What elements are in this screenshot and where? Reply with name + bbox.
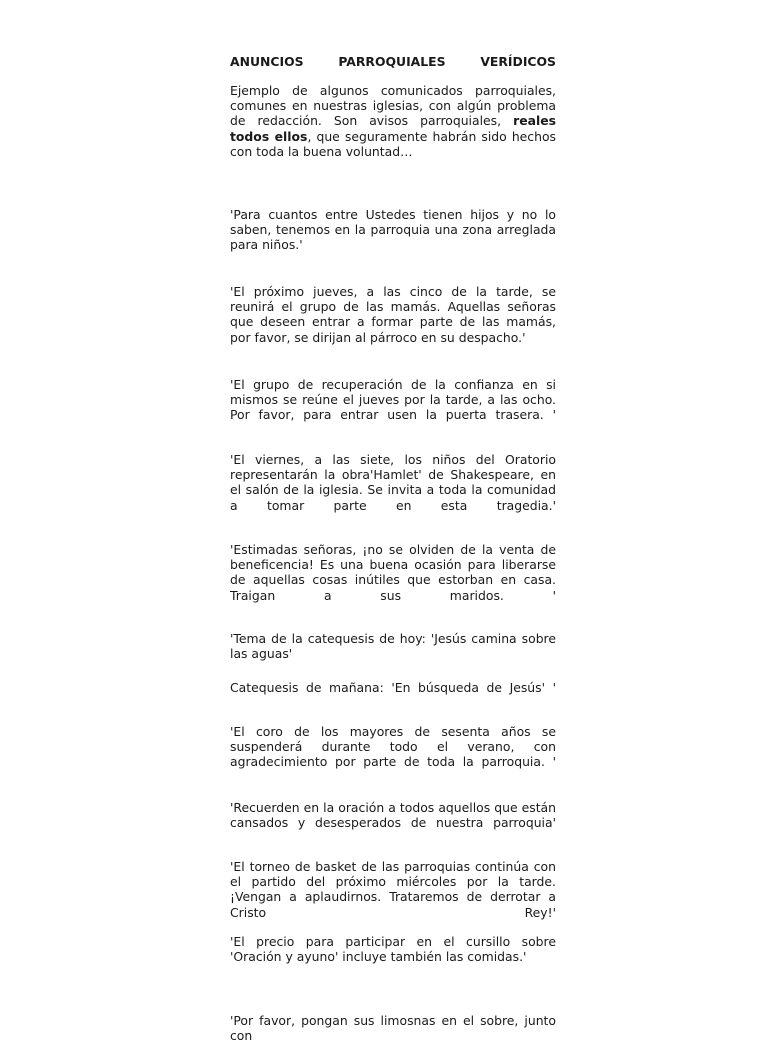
announcement-paragraph: 'Por favor, pongan sus limosnas en el sobre, junto con [230, 1013, 556, 1043]
announcement-paragraph: 'El grupo de recuperación de la confianza en si mismos se reúne el jueves por la tarde, a las ocho. Por favor, para entrar usen la puerta trasera. ' [230, 377, 556, 423]
title-word: VERÍDICOS [480, 54, 556, 69]
announcement-paragraph: 'Estimadas señoras, ¡no se olviden de la venta de beneficencia! Es una buena ocasión para liberarse de aquellas cosas inútiles que estorban en casa. Traigan a sus maridos. ' [230, 542, 556, 603]
document-page [230, 0, 556, 1043]
announcement-paragraph: 'El próximo jueves, a las cinco de la tarde, se reunirá el grupo de las mamás. Aquellas señoras que deseen entrar a formar parte de las mamás, por favor, se dirijan al párroco en su despacho.' [230, 284, 556, 345]
title-word: ANUNCIOS [230, 54, 304, 69]
title-word: PARROQUIALES [338, 54, 446, 69]
intro-text-start: Ejemplo de algunos comunicados parroquiales, comunes en nuestras iglesias, con algún problema de redacción. Son avisos parroquiales, [230, 83, 556, 129]
intro-paragraph [230, 83, 556, 159]
announcement-paragraph: Catequesis de mañana: 'En búsqueda de Jesús' ' [230, 680, 556, 695]
announcement-paragraph: 'Tema de la catequesis de hoy: 'Jesús camina sobre las aguas' [230, 631, 556, 662]
intro-text-bold: reales todos ellos [230, 113, 556, 144]
intro-text-end: , que seguramente habrán sido hechos con toda la buena voluntad… [230, 128, 556, 159]
announcement-paragraph: 'El precio para participar en el cursillo sobre 'Oración y ayuno' incluye también las comidas.' [230, 934, 556, 965]
document-title [230, 54, 556, 69]
announcement-paragraph: 'El coro de los mayores de sesenta años se suspenderá durante todo el verano, con agradecimiento por parte de toda la parroquia. ' [230, 724, 556, 770]
announcement-paragraph: 'Para cuantos entre Ustedes tienen hijos y no lo saben, tenemos en la parroquia una zona arreglada para niños.' [230, 207, 556, 253]
announcement-paragraph: 'El viernes, a las siete, los niños del Oratorio representarán la obra'Hamlet' de Shakespeare, en el salón de la iglesia. Se invita a toda la comunidad a tomar parte en esta tragedia.' [230, 452, 556, 513]
announcement-paragraph: 'Recuerden en la oración a todos aquellos que están cansados y desesperados de nuestra parroquia' [230, 800, 556, 831]
announcement-paragraph: 'El torneo de basket de las parroquias continúa con el partido del próximo miércoles por la tarde. ¡Vengan a aplaudirnos. Trataremos de derrotar a Cristo Rey!' [230, 859, 556, 920]
